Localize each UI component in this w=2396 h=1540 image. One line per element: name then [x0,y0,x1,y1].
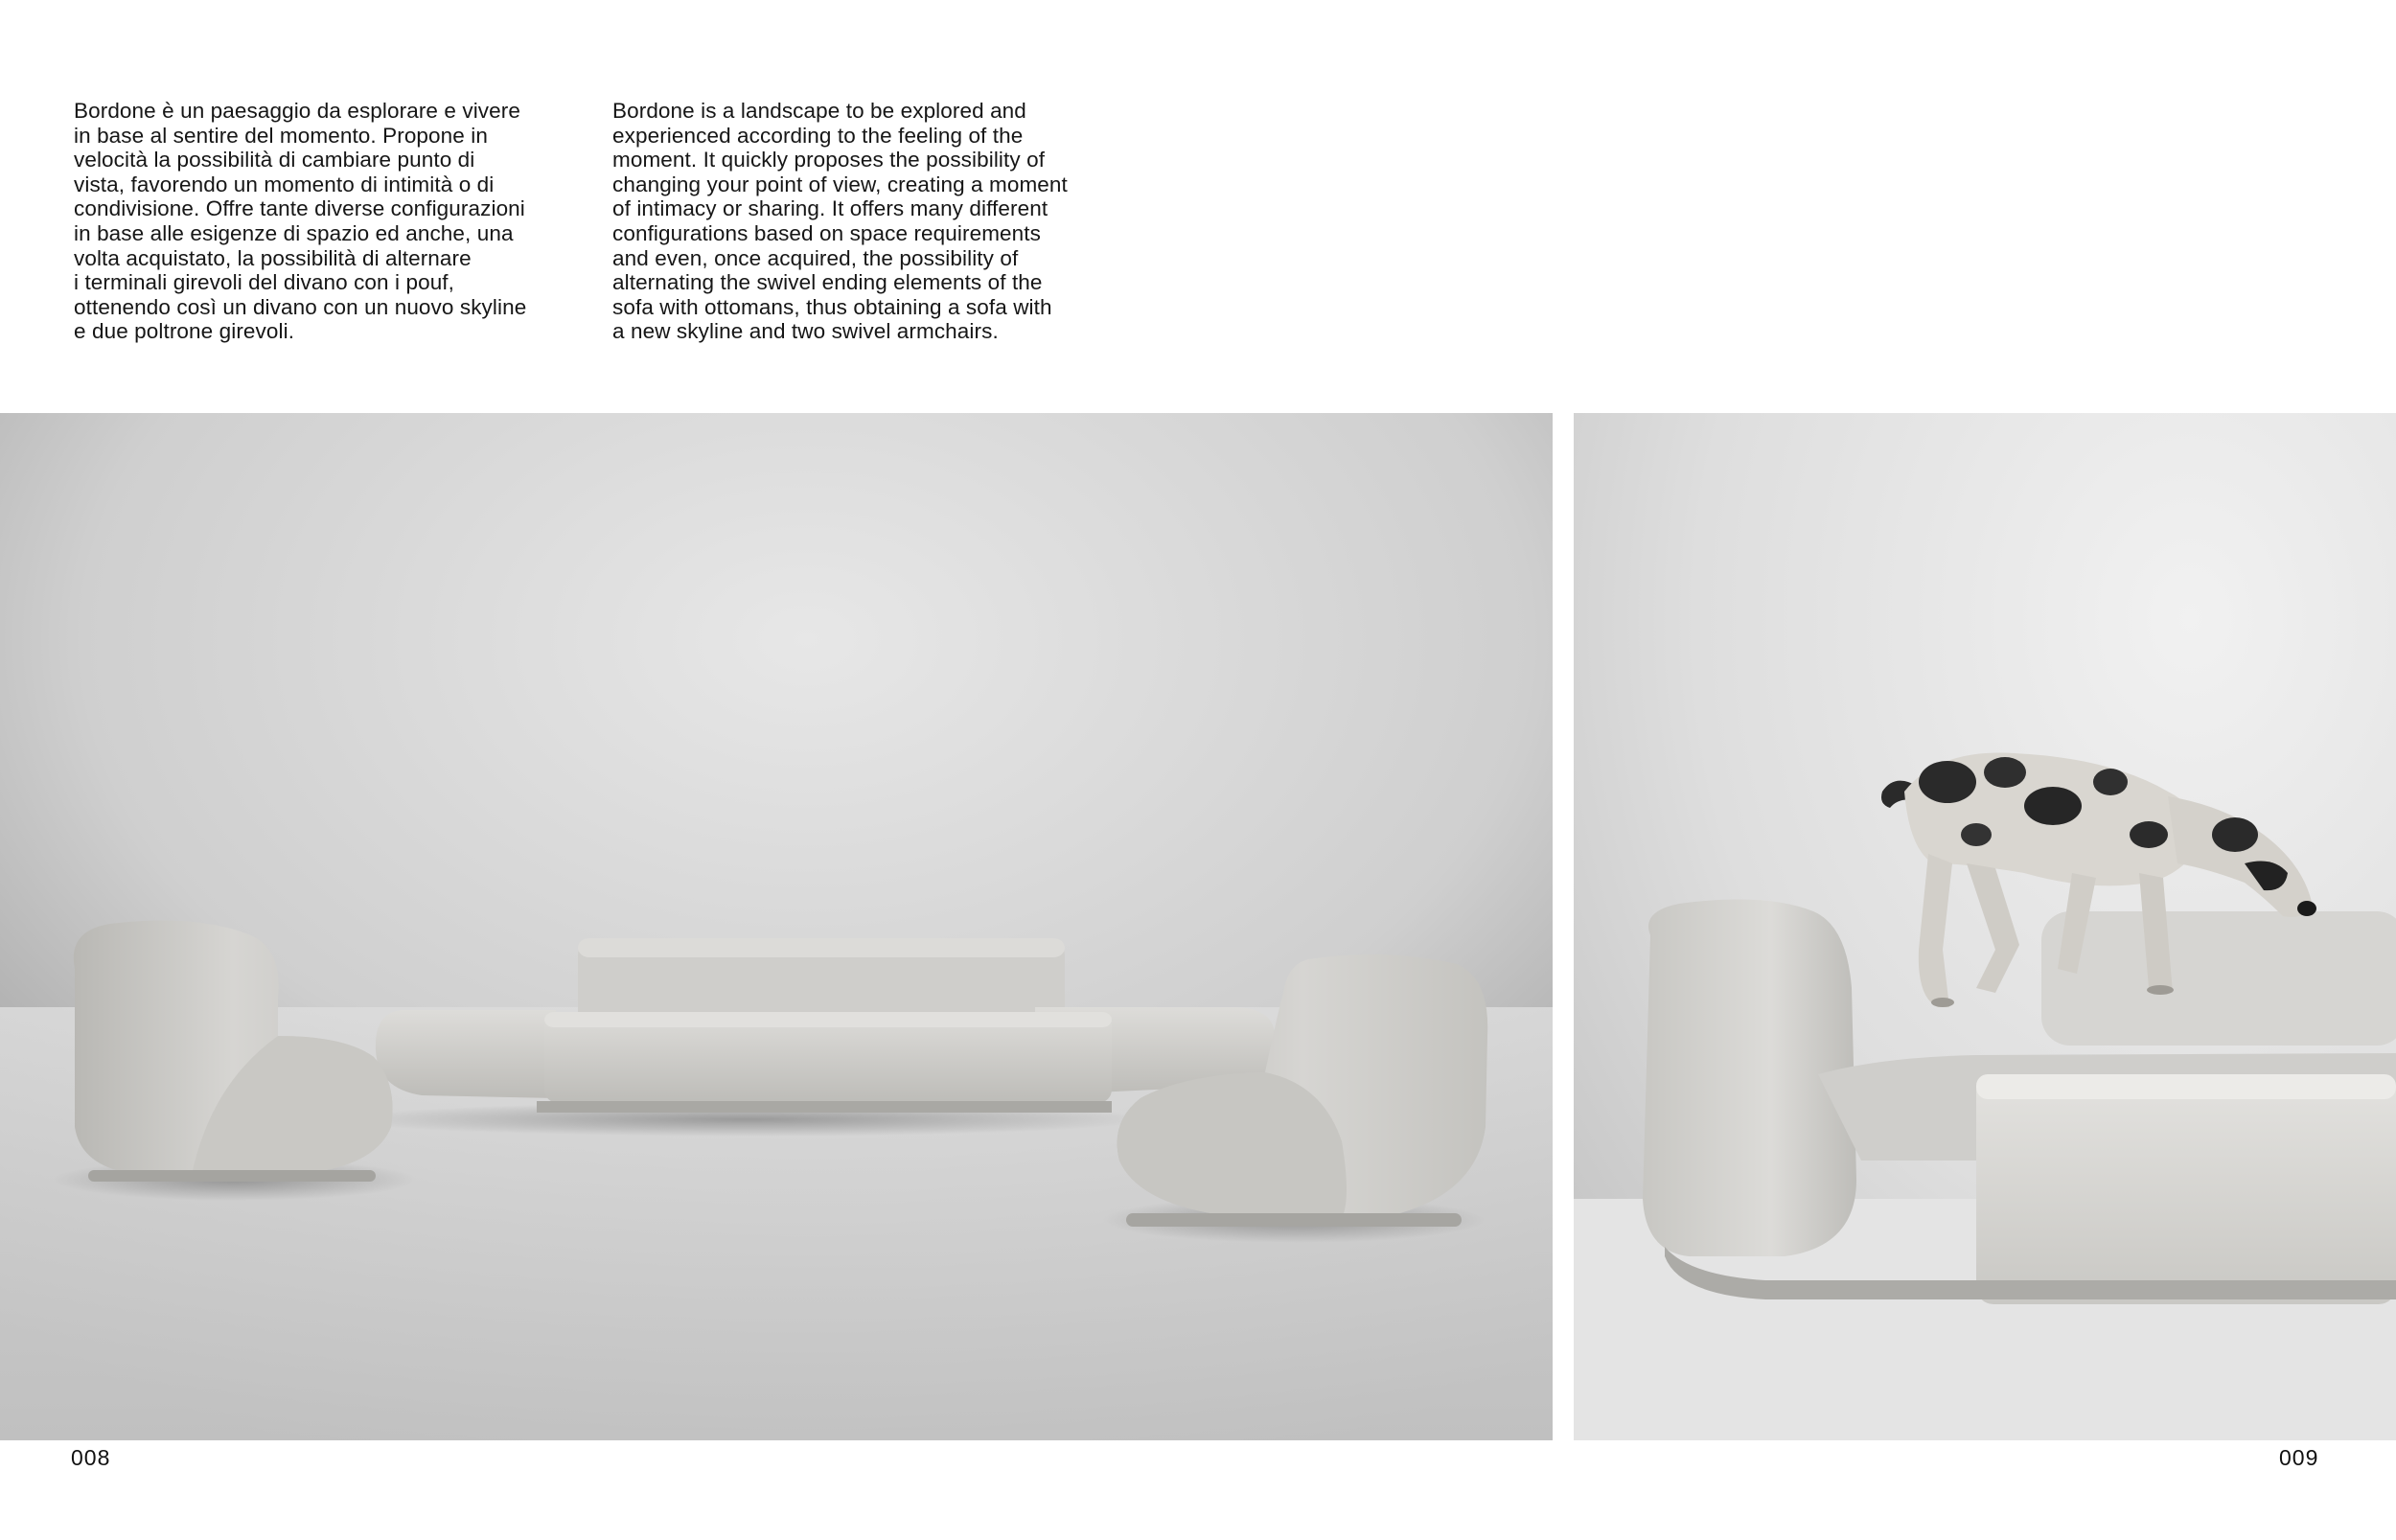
sofa-set-photo [0,413,1553,1440]
dog-on-sofa-photo [1574,413,2396,1440]
description-english: Bordone is a landscape to be explored and experienced according to the feeling of the moment. It quickly proposes the possibility of changing your point of view, creating a moment of intimacy or sharing. It offers many different configurations based on space requirements and even, once acquired, the possibility of alternating the swivel ending elements of the sofa with ottomans, thus obtaining a sofa with a new skyline and two swivel armchairs. [612,99,1068,344]
page-number-right: 009 [2279,1445,2319,1470]
description-italian: Bordone è un paesaggio da esplorare e vivere in base al sentire del momento. Propone in velocità la possibilità di cambiare punto di vista, favorendo un momento di intimità o di condivisione. Offre tante diverse configurazioni in base alle esigenze di spazio ed anche, una volta acquistato, la possibilità di alternare i terminali girevoli del divano con i pouf, ottenendo così un divano con un nuovo skyline e due poltrone girevoli. [74,99,527,344]
page-number-left: 008 [71,1445,111,1470]
